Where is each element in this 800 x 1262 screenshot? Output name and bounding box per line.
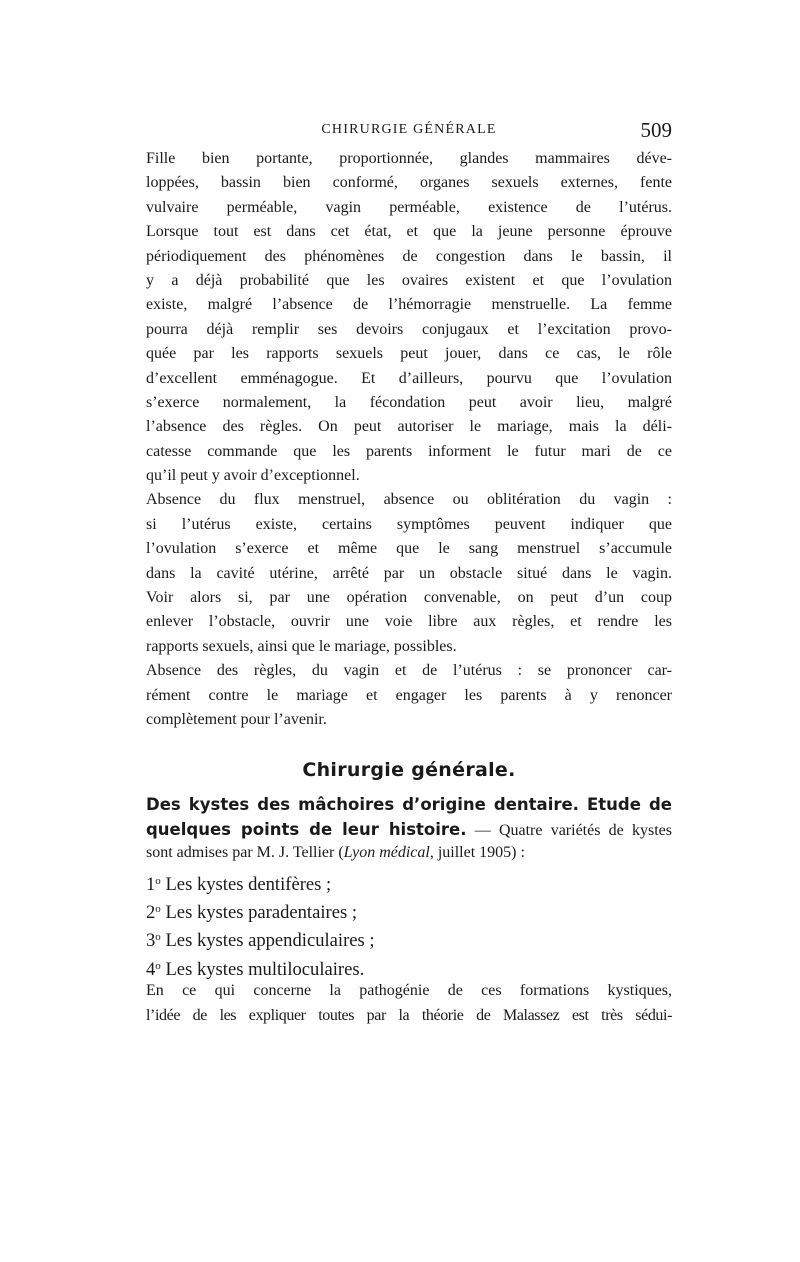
text-line: rément contre le mariage et engager les parents à y renoncer	[146, 686, 672, 704]
text-line: y a déjà probabilité que les ovaires existent et que l’ovulation	[146, 271, 672, 289]
text-line: loppées, bassin bien conformé, organes sexuels externes, fente	[146, 174, 672, 192]
text-line: En ce qui concerne la pathogénie de ces formations kystiques,	[146, 982, 672, 1000]
list-item: 2$^o$ Les kystes paradentaires ;	[146, 901, 358, 923]
text-line: l’idée de les expliquer toutes par la théorie de Malassez est très sédui-	[146, 1006, 672, 1024]
list-item: 4$^o$ Les kystes multiloculaires.	[146, 958, 365, 980]
article-kystes	[146, 795, 672, 868]
text-line: Fille bien portante, proportionnée, glandes mammaires déve-	[146, 150, 672, 167]
text-line: Absence des règles, du vagin et de l’utérus : se prononcer car-	[146, 662, 672, 680]
paragraph-bride-ovulation	[146, 150, 672, 491]
text-line: l’ovulation s’exerce et même que le sang menstruel s’accumule	[146, 540, 672, 558]
running-title: CHIRURGIE GÉNÉRALE	[321, 122, 497, 137]
article-title-line	[146, 820, 672, 844]
article-title-rest: — Quatre variétés de kystes	[466, 821, 672, 839]
book-page	[146, 118, 672, 1031]
paragraph-absence-regles	[146, 662, 672, 735]
text-line: d’excellent emménagogue. Et d’ailleurs, pourvu que l’ovulation	[146, 369, 672, 387]
kyste-list	[146, 869, 672, 983]
text-line: quée par les rapports sexuels peut jouer, dans ce cas, le rôle	[146, 345, 672, 363]
paragraph-pathogenie	[146, 982, 672, 1031]
page-number: 509	[640, 118, 672, 142]
article-title-bold: quelques points de leur histoire.	[146, 819, 467, 839]
text-line: complètement pour l’avenir.	[146, 710, 327, 728]
text-line: enlever l’obstacle, ouvrir une voie libre aux règles, et rendre les	[146, 613, 672, 631]
section-heading: Chirurgie générale.	[302, 759, 516, 782]
text-line: vulvaire perméable, vagin perméable, existence de l’utérus.	[146, 198, 672, 216]
running-header	[146, 118, 672, 144]
text-line: l’absence des règles. On peut autoriser le mariage, mais la déli-	[146, 418, 672, 436]
text-line: Lorsque tout est dans cet état, et que la jeune personne éprouve	[146, 223, 672, 241]
text-line: existe, malgré l’absence de l’hémorragie menstruelle. La femme	[146, 296, 672, 314]
list-item: 3$^o$ Les kystes appendiculaires ;	[146, 930, 375, 952]
list-item: 1$^o$ Les kystes dentifères ;	[146, 873, 332, 895]
text-line: si l’utérus existe, certains symptômes peuvent indiquer que	[146, 515, 672, 533]
text-line: rapports sexuels, ainsi que le mariage, possibles.	[146, 637, 457, 655]
journal-name: Lyon médical	[343, 844, 430, 862]
article-title-line: Des kystes des mâchoires d’origine dentaire. Etude de	[146, 795, 672, 815]
text-line: qu’il peut y avoir d’exceptionnel.	[146, 467, 360, 485]
paragraph-absence-flux	[146, 491, 672, 662]
text-line: périodiquement des phénomènes de congestion dans le bassin, il	[146, 247, 672, 265]
text-line: s’exerce normalement, la fécondation peut avoir lieu, malgré	[146, 393, 672, 411]
text-line: pourra déjà remplir ses devoirs conjugaux et l’excitation provo-	[146, 320, 672, 338]
text-line: dans la cavité utérine, arrêté par un obstacle situé dans le vagin.	[146, 564, 672, 582]
text-line: catesse commande que les parents informent le futur mari de ce	[146, 442, 672, 460]
text-line: Absence du flux menstruel, absence ou oblitération du vagin :	[146, 491, 672, 509]
text-line: Voir alors si, par une opération convenable, on peut d’un coup	[146, 589, 672, 607]
article-intro-line: sont admises par M. J. Tellier (Lyon médical, juillet 1905) :	[146, 844, 525, 862]
